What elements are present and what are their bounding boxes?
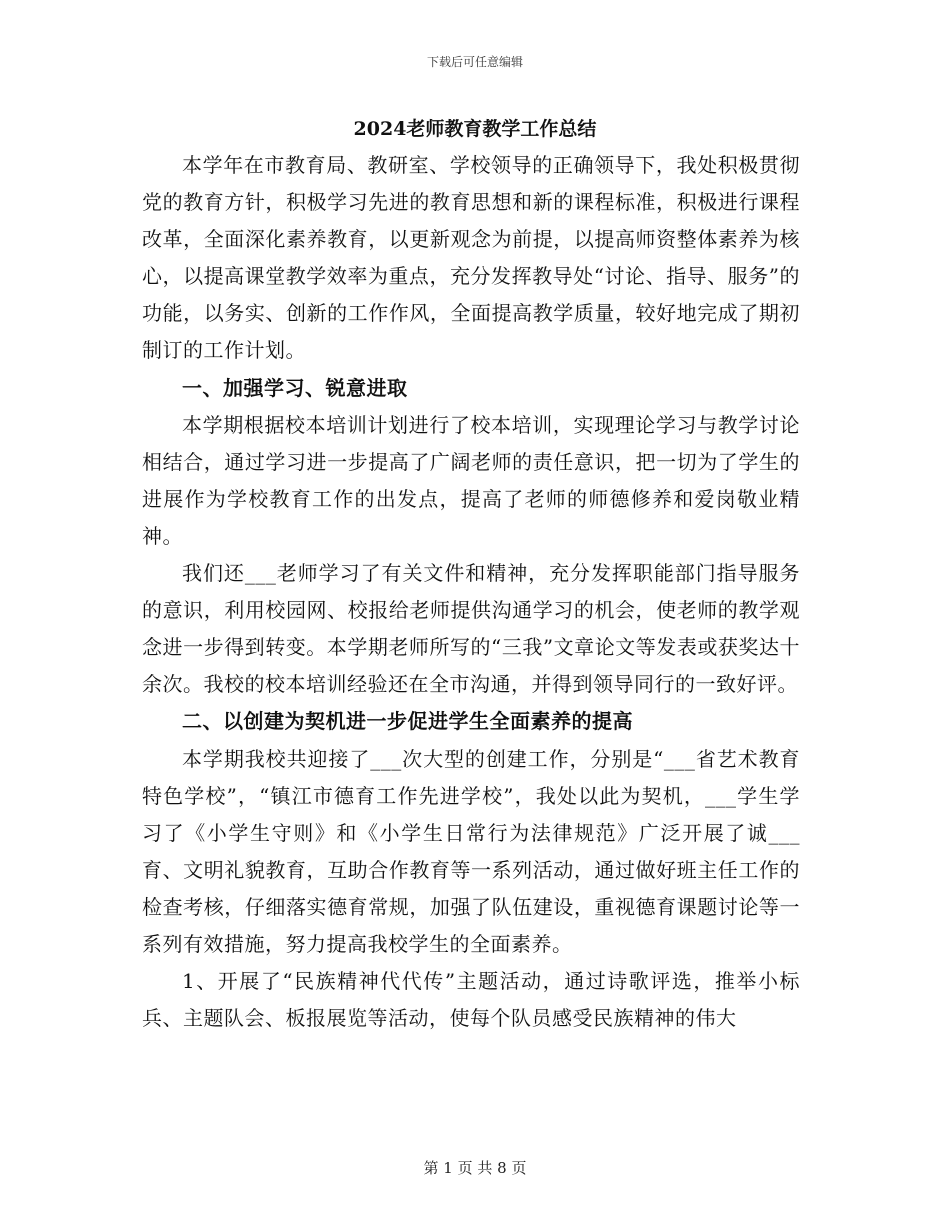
page-footer: 第 1 页 共 8 页	[423, 1159, 527, 1177]
section-2-item-1: 1、开展了“民族精神代代传”主题活动，通过诗歌评选，推举小标兵、主题队会、板报展览等活动，使每个队员感受民族精神的伟大	[142, 969, 800, 1031]
section-heading-2: 二、以创建为契机进一步促进学生全面素养的提高	[182, 709, 633, 734]
section-2-paragraph-1: 本学期我校共迎接了___次大型的创建工作，分别是“___省艺术教育特色学校”，“镇江市德育工作先进学校”，我处以此为契机，___学生学习了《小学生守则》和《小学生日常行为法律规范》广泛开展了诚___育、文明礼貌教育，互助合作教育等一系列活动，通过做好班主任工作的检查考核，仔细落实德育常规，加强了队伍建设，重视德育课题讨论等一系列有效措施，努力提高我校学生的全面素养。	[142, 746, 800, 956]
intro-paragraph: 本学年在市教育局、教研室、学校领导的正确领导下，我处积极贯彻党的教育方针，积极学习先进的教育思想和新的课程标准，积极进行课程改革，全面深化素养教育，以更新观念为前提，以提高师资整体素养为核心，以提高课堂教学效率为重点，充分发挥教导处“讨论、指导、服务”的功能，以务实、创新的工作作风，全面提高教学质量，较好地完成了期初制订的工作计划。	[142, 153, 800, 363]
section-1-paragraph-1: 本学期根据校本培训计划进行了校本培训，实现理论学习与教学讨论相结合，通过学习进一步提高了广阔老师的责任意识，把一切为了学生的进展作为学校教育工作的出发点，提高了老师的师德修养和爱岗敬业精神。	[142, 412, 800, 548]
document-body	[142, 147, 800, 1037]
header-note: 下载后可任意编辑	[426, 55, 523, 69]
section-heading-1: 一、加强学习、锐意进取	[182, 375, 408, 400]
section-1-paragraph-2: 我们还___老师学习了有关文件和精神，充分发挥职能部门指导服务的意识，利用校园网、校报给老师提供沟通学习的机会，使老师的教学观念进一步得到转变。本学期老师所写的“三我”文章论文等发表或获奖达十余次。我校的校本培训经验还在全市沟通，并得到领导同行的一致好评。	[142, 561, 800, 697]
document-title: 2024老师教育教学工作总结	[353, 118, 597, 140]
